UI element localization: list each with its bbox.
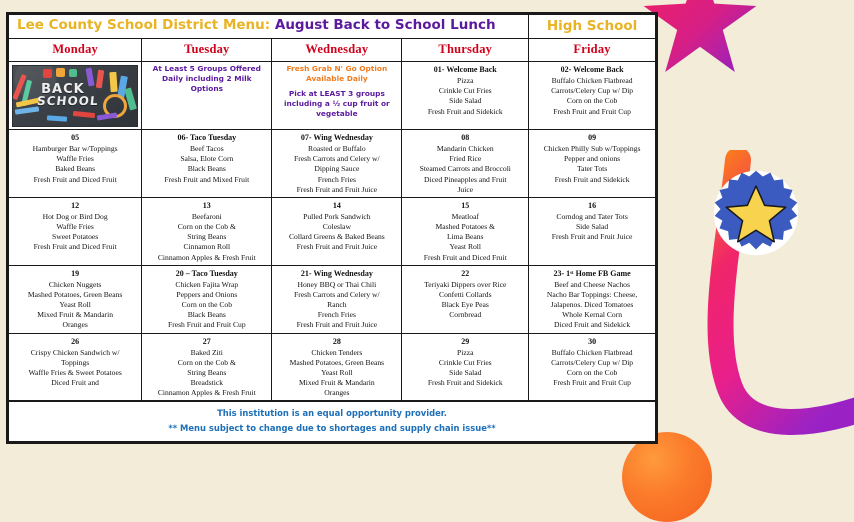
day-number: 05 <box>71 133 80 142</box>
day-cell-12 <box>9 197 142 265</box>
day-number: 28 <box>332 336 341 346</box>
menu-item-line: Hot Dog or Bird Dog <box>42 211 108 221</box>
back-to-school-image-cell <box>9 62 142 130</box>
menu-items <box>145 212 268 263</box>
menu-item-line: Fried Rice <box>449 154 482 164</box>
menu-item-line: Fresh Carrots and Celery w/ <box>294 289 380 299</box>
menu-item-line: Meatloaf <box>451 211 479 221</box>
menu-item-line: Breadstick <box>190 378 224 388</box>
day-cell-28 <box>272 333 402 401</box>
day-cell-19 <box>9 265 142 333</box>
menu-item-line: Black Beans <box>187 310 226 320</box>
title-row <box>9 15 656 39</box>
menu-item-line: Honey BBQ or Thai Chili <box>297 279 377 289</box>
menu-item-line: Confetti Collards <box>439 289 492 299</box>
menu-item-line: Yeast Roll <box>449 242 482 252</box>
day-number: 01- Welcome Back <box>433 65 497 74</box>
weekday-tuesday: Tuesday <box>142 39 272 62</box>
day-cell-22 <box>402 265 529 333</box>
menu-item-line: Fresh Fruit and Fruit Cup <box>167 320 246 330</box>
menu-item-line: Fresh Fruit and Fruit Cup <box>553 106 631 116</box>
menu-items <box>275 144 398 195</box>
menu-item-line: Corn on the Cob & <box>177 357 236 367</box>
menu-item-line: Side Salad <box>575 222 609 232</box>
day-cell-29 <box>402 333 529 401</box>
week-row <box>9 265 656 333</box>
menu-item-line: Fresh Fruit and Mixed Fruit <box>164 174 250 184</box>
menu-items <box>275 212 398 253</box>
menu-items <box>145 144 268 185</box>
menu-items <box>12 348 138 389</box>
menu-item-line: Cornbread <box>449 310 482 320</box>
week-row <box>9 333 656 401</box>
menu-item-line: Jalapenos. Diced Tomatoes <box>550 300 634 310</box>
wednesday-note-cell <box>272 62 402 130</box>
day-number: 07- Wing Wednesday <box>300 133 373 142</box>
back-to-school-image <box>12 65 138 127</box>
day-cell-20 <box>142 265 272 333</box>
menu-item-line: Waffle Fries <box>56 222 94 232</box>
menu-item-line: Fresh Fruit and Diced Fruit <box>33 242 117 252</box>
weekday-monday: Monday <box>9 39 142 62</box>
day-number: 23- 1ˢᵗ Home FB Game <box>553 268 631 278</box>
menu-item-line: Peppers and Onions <box>176 289 238 299</box>
decorative-star-badge <box>708 165 804 261</box>
intro-row <box>9 62 656 130</box>
day-number: 14 <box>332 200 341 210</box>
day-cell-06 <box>142 130 272 198</box>
menu-item-line: Diced Fruit and <box>51 378 99 388</box>
day-number: 22 <box>461 268 470 278</box>
weekday-thursday: Thursday <box>402 39 529 62</box>
menu-item-line: String Beans <box>187 367 227 377</box>
menu-item-line: Lima Beans <box>447 232 484 242</box>
day-number: 26 <box>71 336 80 346</box>
menu-items <box>532 212 652 243</box>
menu-item-line: Crinkle Cut Fries <box>438 86 492 96</box>
menu-footer <box>8 401 656 442</box>
menu-item-line: Baked Ziti <box>190 347 223 357</box>
footer-line-1: This institution is an equal opportunity provider. <box>217 408 447 419</box>
menu-item-line: Carrots/Celery Cup w/ Dip <box>551 86 634 96</box>
day-number: 19 <box>71 268 80 278</box>
menu-item-line: Fresh Fruit and Sidekick <box>427 106 503 116</box>
decorative-blob-bottom <box>622 432 712 522</box>
pick-three-groups-note: Pick at LEAST 3 groups including a ½ cup fruit or vegetable <box>284 88 390 118</box>
menu-item-line: French Fries <box>317 310 356 320</box>
week-row <box>9 197 656 265</box>
day-number: 09 <box>588 133 597 142</box>
menu-items <box>532 280 652 331</box>
title-main: August Back to School Lunch <box>274 17 496 33</box>
day-cell-13 <box>142 197 272 265</box>
day-cell-15 <box>402 197 529 265</box>
day-number: 27 <box>202 336 211 346</box>
day-cell-21 <box>272 265 402 333</box>
page-title <box>9 15 529 39</box>
menu-item-line: Black Beans <box>187 164 226 174</box>
menu-item-line: Ranch <box>327 300 347 310</box>
weekday-header-row <box>9 39 656 62</box>
menu-item-line: Baked Beans <box>55 164 96 174</box>
menu-item-line: Fresh Fruit and Sidekick <box>554 174 630 184</box>
day-cell-01 <box>402 62 529 130</box>
menu-item-line: Buffalo Chicken Flatbread <box>551 347 633 357</box>
menu-item-line: Cinnamon Apples & Fresh Fruit <box>157 252 256 262</box>
day-cell-30 <box>529 333 656 401</box>
day-number: 29 <box>461 336 470 346</box>
menu-item-line: Pepper and onions <box>564 154 621 164</box>
menu-item-line: Fresh Fruit and Fruit Juice <box>296 320 378 330</box>
menu-item-line: Black Eye Peas <box>441 300 489 310</box>
day-number: 15 <box>461 200 470 210</box>
image-text-school: SCHOOL <box>36 94 100 108</box>
menu-items <box>532 144 652 185</box>
menu-items <box>12 280 138 331</box>
menu-item-line: Fresh Fruit and Fruit Cup <box>553 378 631 388</box>
menu-item-line: Mashed Potatoes & <box>435 222 496 232</box>
day-cell-08 <box>402 130 529 198</box>
menu-item-line: Oranges <box>324 388 350 398</box>
grab-n-go-note: Fresh Grab N' Go Option Available Daily <box>286 64 388 83</box>
day-number: 30 <box>588 336 597 346</box>
week-rows <box>9 130 656 401</box>
menu-item-line: Fresh Fruit and Sidekick <box>427 378 503 388</box>
menu-item-line: Whole Kernal Corn <box>562 310 623 320</box>
menu-item-line: Corn on the Cob <box>181 300 233 310</box>
menu-item-line: Roasted or Buffalo <box>308 144 366 153</box>
menu-item-line: Chicken Philly Sub w/Toppings <box>543 144 641 153</box>
menu-item-line: Side Salad <box>449 367 482 377</box>
menu-item-line: Fresh Fruit and Diced Fruit <box>423 252 507 262</box>
image-text-back: BACK <box>41 82 85 97</box>
day-number: 21- Wing Wednesday <box>300 268 373 278</box>
menu-item-line: Cinnamon Roll <box>183 242 231 252</box>
menu-item-line: Carrots/Celery Cup w/ Dip <box>551 357 634 367</box>
menu-item-line: Corn on the Cob <box>566 367 618 377</box>
menu-item-line: Tater Tots <box>576 164 608 174</box>
menu-item-line: Fresh Fruit and Fruit Juice <box>296 184 378 194</box>
day-number: 08 <box>461 133 470 142</box>
menu-item-line: Buffalo Chicken Flatbread <box>551 76 633 85</box>
five-groups-note: At Least 5 Groups Offered Daily including 2 Milk Options <box>152 64 261 93</box>
menu-item-line: Fresh Fruit and Fruit Juice <box>551 232 633 242</box>
menu-item-line: Fresh Fruit and Fruit Juice <box>296 242 378 252</box>
menu-items <box>405 76 525 117</box>
menu-item-line: Fresh Carrots and Celery w/ <box>294 154 380 164</box>
menu-items <box>405 348 525 389</box>
menu-item-line: Waffle Fries <box>56 154 94 164</box>
menu-item-line: Toppings <box>61 357 90 367</box>
menu-item-line: Pulled Pork Sandwich <box>303 211 371 221</box>
menu-items <box>145 280 268 331</box>
day-cell-14 <box>272 197 402 265</box>
menu-item-line: Diced Fruit and Sidekick <box>554 320 631 330</box>
day-number: 20 – Taco Tuesday <box>175 268 238 278</box>
menu-item-line: Coleslaw <box>322 222 351 232</box>
menu-item-line: Mashed Potatoes, Green Beans <box>27 289 123 299</box>
weekday-wednesday: Wednesday <box>272 39 402 62</box>
day-number: 13 <box>202 200 211 210</box>
menu-items <box>405 280 525 321</box>
menu-items <box>12 144 138 185</box>
menu-items <box>405 144 525 195</box>
menu-item-line: Sweet Potatoes <box>52 232 99 242</box>
menu-item-line: Salsa, Elote Corn <box>180 154 234 164</box>
menu-item-line: Yeast Roll <box>321 367 353 377</box>
menu-item-line: Pizza <box>457 76 474 85</box>
menu-item-line: Hamburger Bar w/Toppings <box>32 144 118 153</box>
menu-item-line: Steamed Carrots and Broccoli <box>419 164 511 174</box>
menu-items <box>12 212 138 253</box>
menu-item-line: Crinkle Cut Fries <box>438 357 492 367</box>
menu-item-line: Pizza <box>457 347 474 357</box>
day-cell-23 <box>529 265 656 333</box>
menu-item-line: Mandarin Chicken <box>436 144 494 153</box>
tuesday-note-cell <box>142 62 272 130</box>
menu-item-line: Beef and Cheese Nachos <box>554 279 630 289</box>
menu-items <box>275 348 398 399</box>
menu-item-line: Teriyaki Dippers over Rice <box>424 279 507 289</box>
menu-items <box>532 76 652 117</box>
menu-item-line: Diced Pineapples and Fruit <box>424 174 507 184</box>
menu-item-line: Mixed Fruit & Mandarin <box>37 310 113 320</box>
day-cell-02 <box>529 62 656 130</box>
day-cell-05 <box>9 130 142 198</box>
day-cell-16 <box>529 197 656 265</box>
menu-item-line: Oranges <box>62 320 88 330</box>
menu-items <box>275 280 398 331</box>
menu-item-line: Cinnamon Apples & Fresh Fruit <box>157 388 256 398</box>
week-row <box>9 130 656 198</box>
menu-items <box>145 348 268 399</box>
weekday-friday: Friday <box>529 39 656 62</box>
menu-item-line: String Beans <box>187 232 227 242</box>
menu-item-line: Chicken Fajita Wrap <box>175 279 239 289</box>
menu-sheet <box>6 12 658 444</box>
menu-item-line: Waffle Fries & Sweet Potatoes <box>28 367 122 377</box>
footer-line-2: ** Menu subject to change due to shortages and supply chain issue** <box>168 422 496 433</box>
menu-item-line: Corn on the Cob <box>566 96 618 106</box>
menu-item-line: Collard Greens & Baked Beans <box>288 232 385 242</box>
menu-items <box>405 212 525 263</box>
day-cell-09 <box>529 130 656 198</box>
menu-item-line: French Fries <box>317 174 356 184</box>
title-prefix: Lee County School District Menu: <box>17 17 271 33</box>
day-number: 02- Welcome Back <box>560 65 624 74</box>
menu-item-line: Fresh Fruit and Diced Fruit <box>33 174 117 184</box>
day-cell-27 <box>142 333 272 401</box>
day-number: 06- Taco Tuesday <box>177 133 237 142</box>
day-cell-26 <box>9 333 142 401</box>
menu-item-line: Dipping Sauce <box>314 164 360 174</box>
menu-item-line: Beefaroni <box>191 211 222 221</box>
day-cell-07 <box>272 130 402 198</box>
menu-item-line: Juice <box>457 184 474 194</box>
menu-item-line: Chicken Nuggets <box>48 279 102 289</box>
day-number: 16 <box>588 200 597 210</box>
menu-item-line: Nacho Bar Toppings: Cheese, <box>546 289 638 299</box>
menu-item-line: Side Salad <box>449 96 482 106</box>
menu-item-line: Corndog and Tater Tots <box>556 211 628 221</box>
day-number: 12 <box>71 200 80 210</box>
menu-item-line: Beef Tacos <box>189 144 224 153</box>
menu-item-line: Mixed Fruit & Mandarin <box>298 378 375 388</box>
menu-item-line: Crispy Chicken Sandwich w/ <box>30 347 120 357</box>
menu-item-line: Yeast Roll <box>59 300 91 310</box>
decorative-swoosh <box>690 150 854 480</box>
menu-item-line: Chicken Tenders <box>311 347 363 357</box>
menu-item-line: Corn on the Cob & <box>177 222 236 232</box>
menu-items <box>532 348 652 389</box>
decorative-star-top-right <box>640 0 760 78</box>
school-level-badge: High School <box>529 15 656 39</box>
menu-table <box>8 14 656 401</box>
menu-item-line: Mashed Potatoes, Green Beans <box>289 357 385 367</box>
